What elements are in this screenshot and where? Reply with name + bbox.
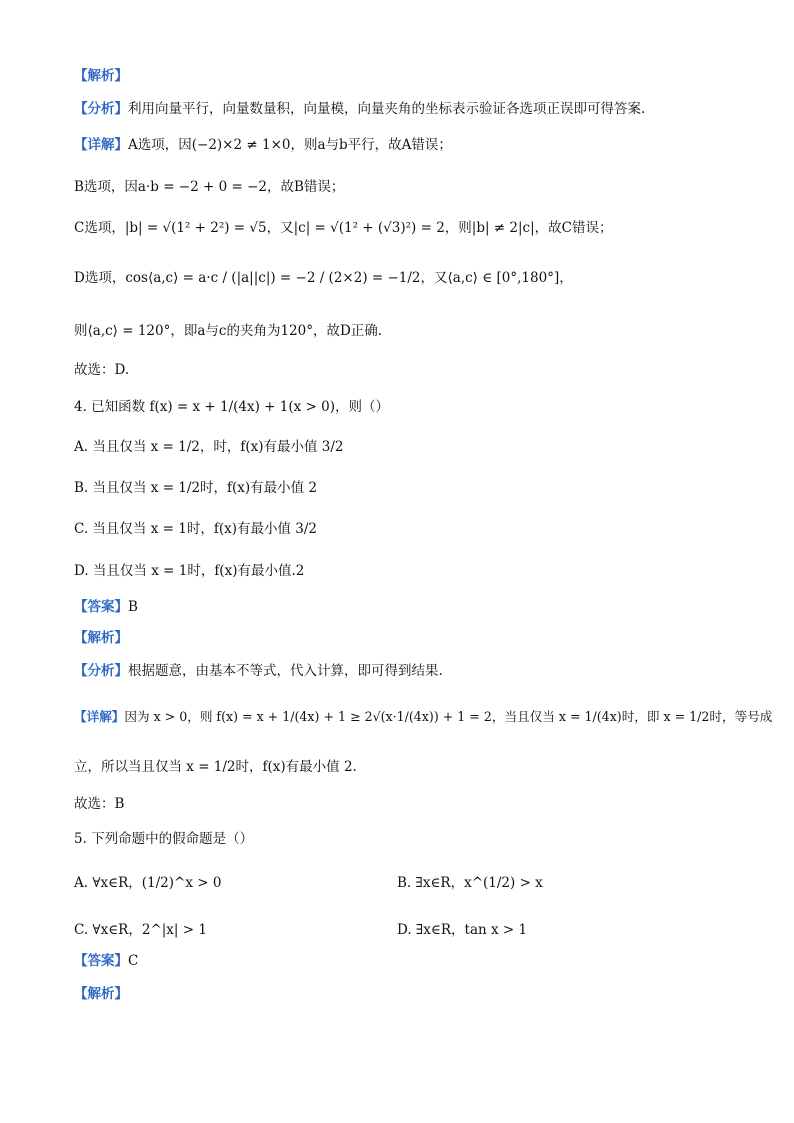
- q4-jiexi-heading: 【解析】: [74, 630, 128, 646]
- q4-option-a: A. 当且仅当 x = 1/2，时，f(x)有最小值 3/2: [74, 439, 344, 455]
- q4-answer-line: [74, 597, 138, 617]
- fenxi-text: 利用向量平行，向量数量积，向量模，向量夹角的坐标表示验证各选项正误即可得答案.: [128, 101, 646, 117]
- q4-answer: B: [128, 599, 138, 615]
- q4-xiangjie-tag: 【详解】: [74, 709, 125, 724]
- fenxi-line: [74, 99, 645, 119]
- q5-option-b: B. ∃x∈R，x^(1/2) > x: [397, 875, 543, 891]
- q4-answer-tag: 【答案】: [74, 599, 128, 615]
- q4-fenxi-tag: 【分析】: [74, 663, 128, 679]
- q5-answer-line: [74, 951, 138, 971]
- xiangjie-d: D选项，cos⟨a,c⟩ = a·c / (|a||c|) = −2 / (2×2) = −1/2，又⟨a,c⟩ ∈ [0°,180°]，: [74, 270, 573, 286]
- q4-xiangjie-line: [74, 707, 772, 727]
- q5-answer: C: [128, 953, 139, 969]
- q4-guxuan: 故选：B: [74, 796, 125, 812]
- q4-stem: 4. 已知函数 f(x) = x + 1/(4x) + 1(x > 0)，则（）: [74, 399, 389, 415]
- xiangjie-a: A选项，因(−2)×2 ≠ 1×0，则a与b平行，故A错误；: [128, 137, 452, 153]
- q5-option-a: A. ∀x∈R，(1/2)^x > 0: [74, 875, 222, 891]
- jiexi-heading: 【解析】: [74, 68, 128, 84]
- xiangjie-tag: 【详解】: [74, 137, 128, 153]
- q4-xiangjie-2: 立，所以当且仅当 x = 1/2时，f(x)有最小值 2.: [74, 759, 357, 775]
- guxuan-d: 故选：D.: [74, 362, 130, 378]
- q4-fenxi-line: [74, 661, 443, 681]
- fenxi-tag: 【分析】: [74, 101, 128, 117]
- q4-option-c: C. 当且仅当 x = 1时，f(x)有最小值 3/2: [74, 521, 317, 537]
- xiangjie-a-line: [74, 135, 452, 155]
- xiangjie-c: C选项，|b| = √(1² + 2²) = √5，又|c| = √(1² + (√3)²) = 2，则|b| ≠ 2|c|，故C错误；: [74, 220, 613, 236]
- q4-option-b: B. 当且仅当 x = 1/2时，f(x)有最小值 2: [74, 480, 318, 496]
- q5-stem: 5. 下列命题中的假命题是（）: [74, 831, 254, 847]
- xiangjie-d2: 则⟨a,c⟩ = 120°，即a与c的夹角为120°，故D正确.: [74, 323, 383, 339]
- q5-jiexi-heading: 【解析】: [74, 986, 128, 1002]
- q5-option-c: C. ∀x∈R，2^|x| > 1: [74, 922, 207, 938]
- q5-option-d: D. ∃x∈R，tan x > 1: [397, 922, 528, 938]
- q5-answer-tag: 【答案】: [74, 953, 128, 969]
- q4-option-d: D. 当且仅当 x = 1时，f(x)有最小值.2: [74, 563, 305, 579]
- q4-xiangjie-1: 因为 x > 0，则 f(x) = x + 1/(4x) + 1 ≥ 2√(x·1/(4x)) + 1 = 2，当且仅当 x = 1/(4x)时，即 x = 1/2时，等号成: [124, 709, 773, 724]
- q4-fenxi-text: 根据题意，由基本不等式，代入计算，即可得到结果.: [128, 663, 443, 679]
- xiangjie-b: B选项，因a·b = −2 + 0 = −2，故B错误；: [74, 179, 345, 195]
